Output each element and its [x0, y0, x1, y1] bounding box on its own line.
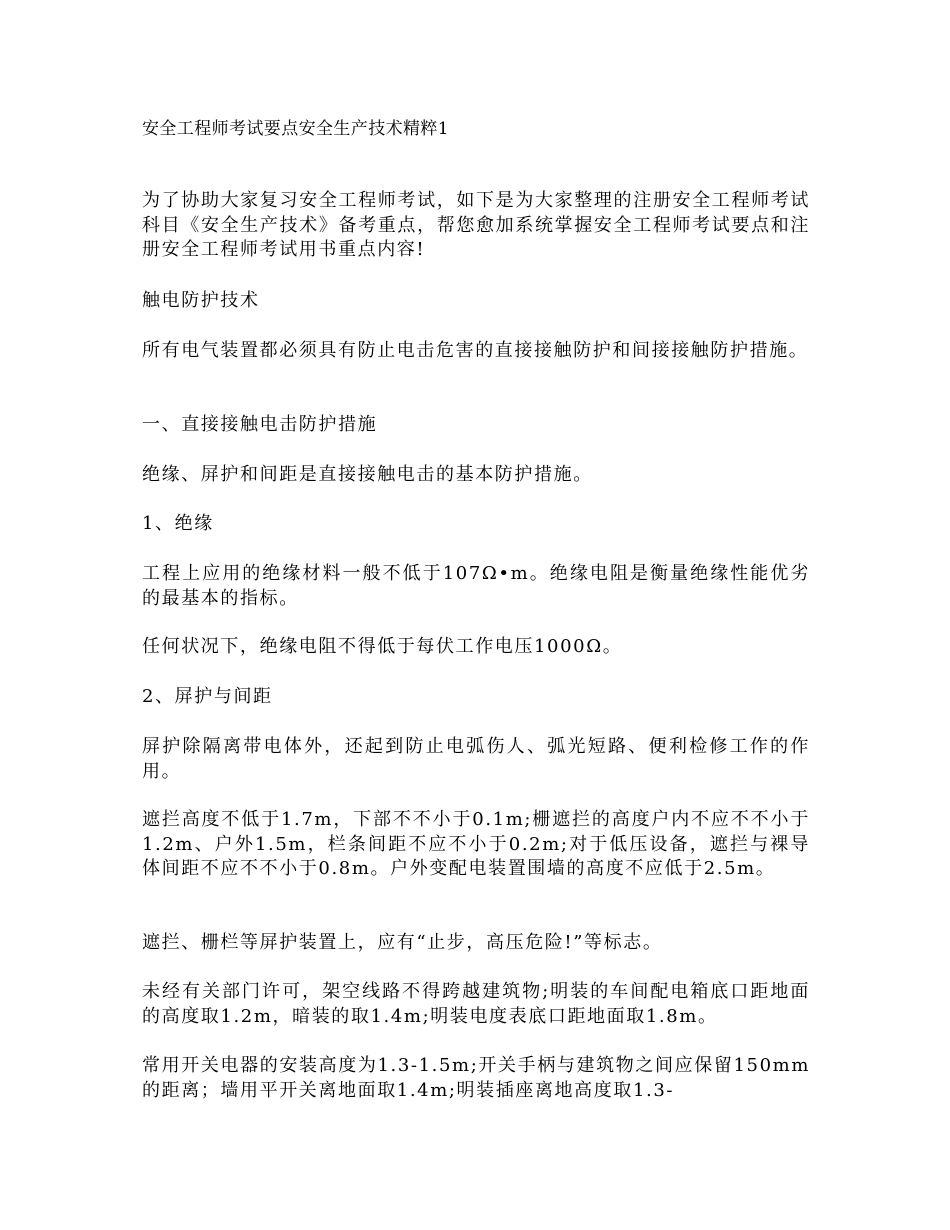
paragraph-barrier-heights: 遮拦高度不低于1.7m，下部不不小于0.1m;栅遮拦的高度户内不应不不小于1.2m、户外1.5m，栏条间距不应不小于0.2m;对于低压设备，遮拦与裸导体间距不应不不小于0.8m。户外变配电装置围墙的高度不应低于2.5m。 [142, 809, 810, 879]
paragraph-basic-measures: 绝缘、屏护和间距是直接接触电击的基本防护措施。 [142, 464, 593, 485]
subheading-insulation: 1、绝缘 [142, 513, 214, 534]
subheading-shielding-spacing: 2、屏护与间距 [142, 686, 273, 707]
paragraph-warning-signs: 遮拦、栅栏等屏护装置上，应有“止步，高压危险!”等标志。 [142, 932, 663, 953]
intro-paragraph: 为了协助大家复习安全工程师考试，如下是为大家整理的注册安全工程师考试科目《安全生产技术》备考重点，帮您愈加系统掌握安全工程师考试要点和注册安全工程师考试用书重点内容! [142, 190, 810, 260]
document-title: 安全工程师考试要点安全生产技术精粹1 [142, 119, 450, 139]
paragraph-protection-requirement: 所有电气装置都必须具有防止电击危害的直接接触防护和间接接触防护措施。 [142, 340, 809, 361]
paragraph-insulation-resistance: 任何状况下，绝缘电阻不得低于每伏工作电压1000Ω。 [142, 636, 623, 657]
paragraph-overhead-lines: 未经有关部门许可，架空线路不得跨越建筑物;明装的车间配电箱底口距地面的高度取1.2m，暗装的取1.4m;明装电度表底口距地面取1.8m。 [142, 981, 810, 1027]
paragraph-shielding-function: 屏护除隔离带电体外，还起到防止电弧伤人、弧光短路、便利检修工作的作用。 [142, 736, 810, 782]
section-heading-direct-contact: 一、直接接触电击防护措施 [142, 414, 378, 435]
paragraph-switch-heights: 常用开关电器的安装高度为1.3-1.5m;开关手柄与建筑物之间应保留150mm的距离；墙用平开关离地面取1.4m;明装插座离地高度取1.3- [142, 1055, 810, 1101]
paragraph-insulation-material: 工程上应用的绝缘材料一般不低于107Ω•m。绝缘电阻是衡量绝缘性能优劣的最基本的指标。 [142, 563, 810, 609]
section-heading-electric-shock-protection: 触电防护技术 [142, 290, 260, 311]
